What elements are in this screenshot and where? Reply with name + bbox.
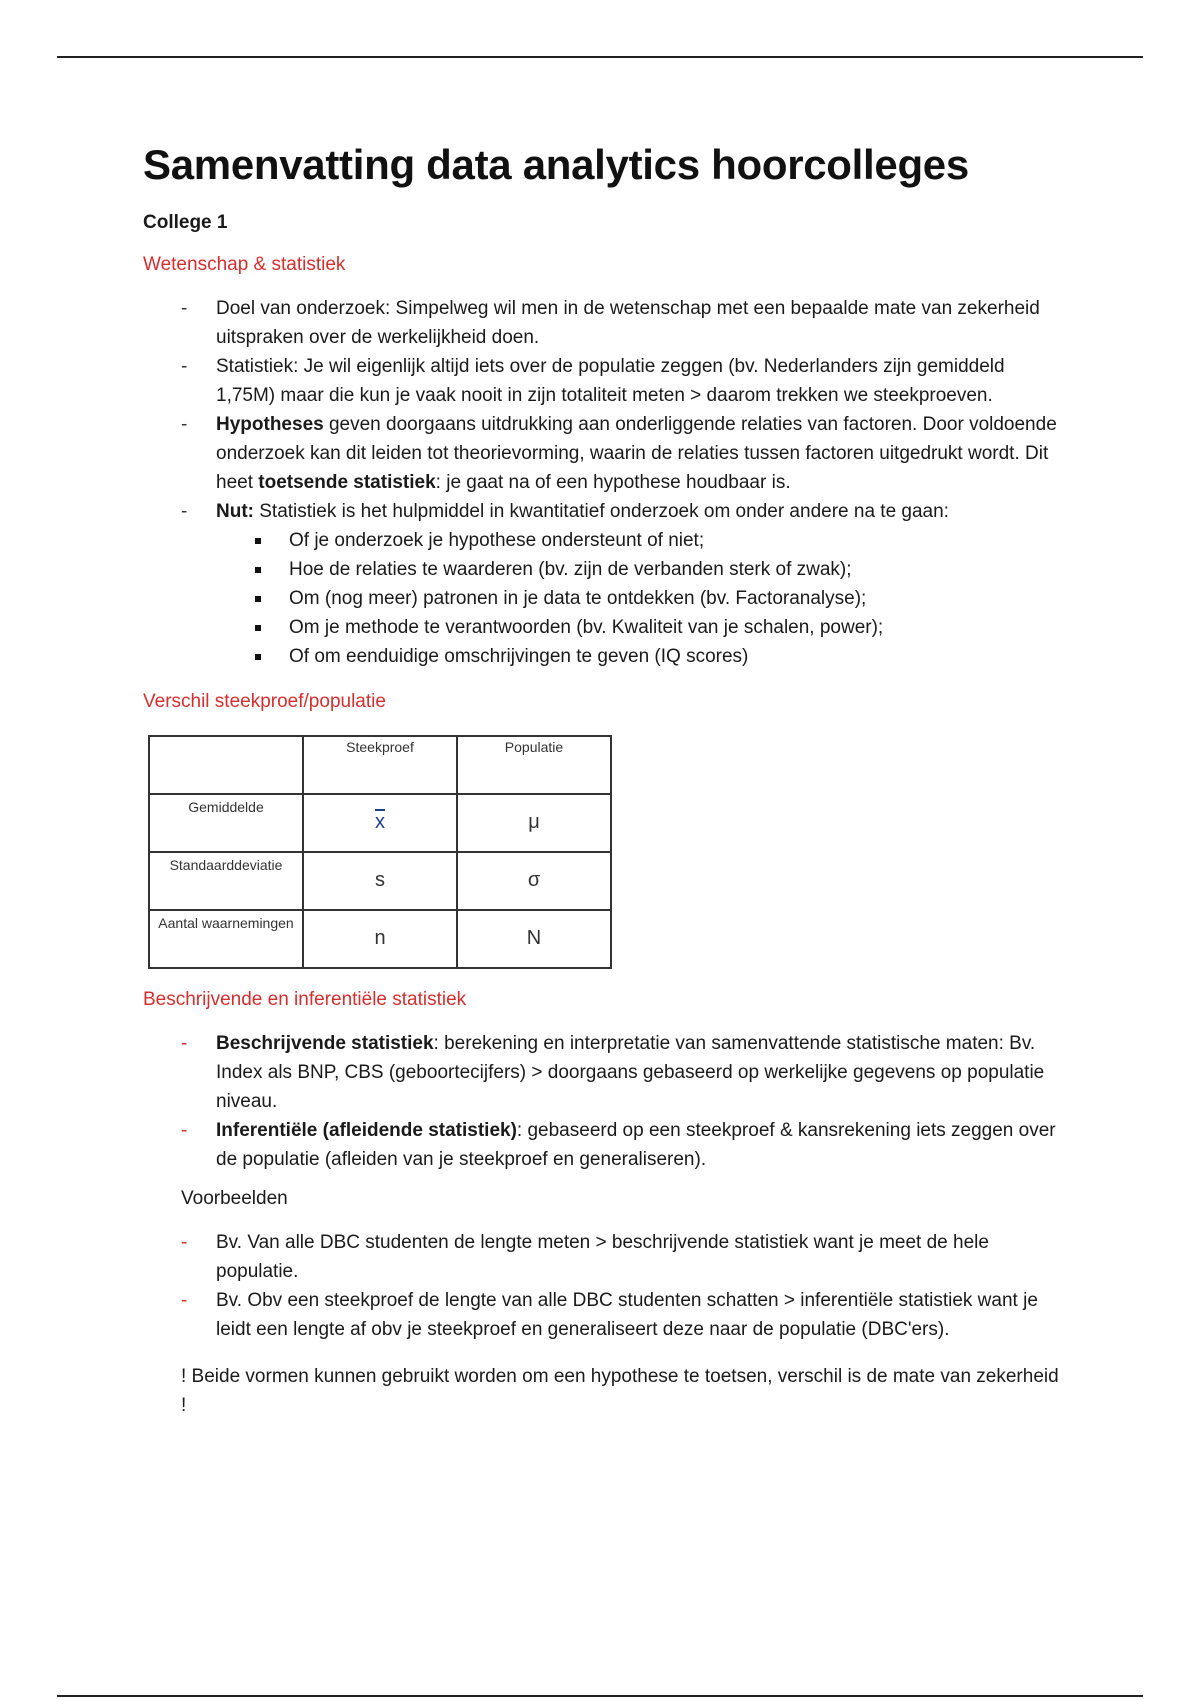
table-cell-empty bbox=[149, 736, 303, 794]
top-rule bbox=[57, 56, 1143, 58]
voorbeelden-heading: Voorbeelden bbox=[181, 1188, 288, 1210]
bold-term: Hypotheses bbox=[216, 414, 324, 436]
document-page bbox=[143, 140, 1063, 1420]
table-row bbox=[149, 794, 611, 852]
college-heading: College 1 bbox=[143, 212, 228, 234]
sub-list-item: Of om eenduidige omschrijvingen te geven (IQ scores) bbox=[216, 642, 1063, 671]
list-item-text: geven doorgaans uitdrukking aan onderliggende relaties van factoren. Door voldoende onderzoek kan dit leiden tot theorievorming, waarin de relaties tussen factoren uitgedrukt wordt. Dit heet bbox=[216, 414, 1057, 494]
list-item-text: Doel van onderzoek: Simpelweg wil men in de wetenschap met een bepaalde mate van zekerheid uitspraken over de werkelijkheid doen. bbox=[216, 298, 1040, 349]
sub-list-item: Of je onderzoek je hypothese ondersteunt of niet; bbox=[216, 526, 1063, 555]
section-heading-beschrijvende: Beschrijvende en inferentiële statistiek bbox=[143, 989, 467, 1011]
section-heading-wetenschap: Wetenschap & statistiek bbox=[143, 254, 346, 276]
bold-term: Inferentiële (afleidende statistiek) bbox=[216, 1120, 517, 1142]
list-item: - Bv. Obv een steekproef de lengte van alle DBC studenten schatten > inferentiële statistiek want je leidt een lengte af obv je steekproef en generaliseert deze naar de populatie (DBC'ers). bbox=[143, 1286, 1063, 1344]
list-item bbox=[143, 1029, 1063, 1116]
table-row bbox=[149, 736, 611, 794]
table-cell: s bbox=[303, 852, 457, 910]
table-row bbox=[149, 910, 611, 968]
row-header-standaarddeviatie: Standaarddeviatie bbox=[149, 852, 303, 910]
table-cell: N bbox=[457, 910, 611, 968]
row-header-aantal: Aantal waarnemingen bbox=[149, 910, 303, 968]
sub-list-item: Om je methode te verantwoorden (bv. Kwaliteit van je schalen, power); bbox=[216, 613, 1063, 642]
list-item bbox=[143, 497, 1063, 671]
bold-term: Nut: bbox=[216, 501, 254, 523]
table-cell bbox=[303, 794, 457, 852]
bullet-list-voorbeelden bbox=[143, 1228, 1063, 1344]
symbol-xbar: $\overline{x}$ bbox=[375, 810, 385, 833]
list-item-text: : gebaseerd op een steekproef & kansrekening iets zeggen over de populatie (afleiden van je steekproef en generaliseren). bbox=[216, 1120, 1056, 1171]
bottom-rule bbox=[57, 1695, 1143, 1697]
list-item bbox=[143, 1116, 1063, 1174]
section-heading-verschil: Verschil steekproef/populatie bbox=[143, 691, 386, 713]
bold-term: toetsende statistiek bbox=[258, 472, 436, 494]
list-item-text: : berekening en interpretatie van samenvattende statistische maten: Bv. Index als BNP, CBS (geboortecijfers) > doorgaans gebaseerd op werkelijke gegevens op populatie niveau. bbox=[216, 1033, 1045, 1113]
table-cell: σ bbox=[457, 852, 611, 910]
bullet-list-beschrijvende bbox=[143, 1029, 1063, 1174]
list-item bbox=[143, 294, 1063, 352]
table-cell: μ bbox=[457, 794, 611, 852]
document-title: Samenvatting data analytics hoorcolleges bbox=[143, 141, 969, 188]
sub-list-item: Om (nog meer) patronen in je data te ontdekken (bv. Factoranalyse); bbox=[216, 584, 1063, 613]
list-item bbox=[143, 410, 1063, 497]
table-cell: n bbox=[303, 910, 457, 968]
steekproef-populatie-table bbox=[148, 735, 612, 969]
bullet-list-wetenschap bbox=[143, 294, 1063, 671]
list-item: - Bv. Van alle DBC studenten de lengte meten > beschrijvende statistiek want je meet de hele populatie. bbox=[143, 1228, 1063, 1286]
list-item-text: Statistiek is het hulpmiddel in kwantitatief onderzoek om onder andere na te gaan: bbox=[253, 501, 949, 523]
sub-bullet-list bbox=[216, 526, 1063, 671]
sub-list-item: Hoe de relaties te waarderen (bv. zijn de verbanden sterk of zwak); bbox=[216, 555, 1063, 584]
list-item-text: Statistiek: Je wil eigenlijk altijd iets over de populatie zeggen (bv. Nederlanders zijn gemiddeld 1,75M) maar die kun je vaak nooit in zijn totaliteit meten > daarom trekken we steekproeven. bbox=[216, 356, 1005, 407]
column-header-populatie: Populatie bbox=[457, 736, 611, 794]
list-item bbox=[143, 352, 1063, 410]
list-item-text: : je gaat na of een hypothese houdbaar is. bbox=[435, 472, 791, 494]
row-header-gemiddelde: Gemiddelde bbox=[149, 794, 303, 852]
note-paragraph: ! Beide vormen kunnen gebruikt worden om een hypothese te toetsen, verschil is de mate van zekerheid ! bbox=[181, 1366, 1059, 1417]
bold-term: Beschrijvende statistiek bbox=[216, 1033, 434, 1055]
column-header-steekproef: Steekproef bbox=[303, 736, 457, 794]
table-row bbox=[149, 852, 611, 910]
